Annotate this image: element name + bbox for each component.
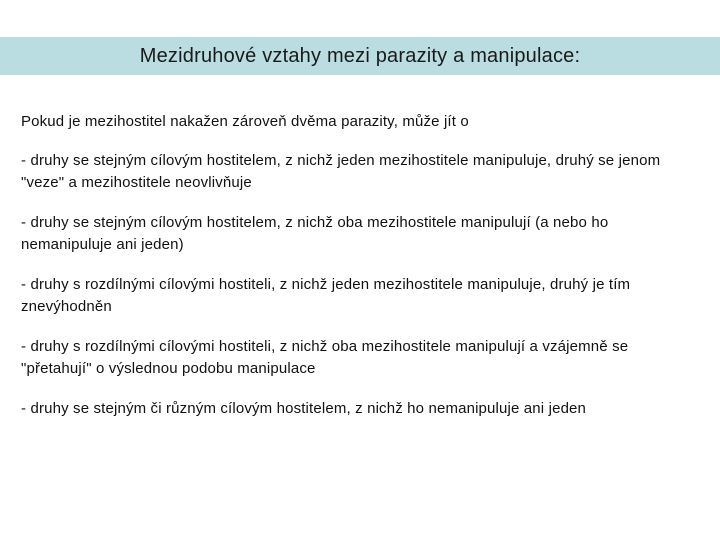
intro-text: Pokud je mezihostitel nakažen zároveň dvěma parazity, může jít o bbox=[21, 113, 469, 130]
title-bar bbox=[0, 37, 720, 75]
item-list bbox=[21, 150, 701, 420]
list-item: - druhy s rozdílnými cílovými hostiteli, z nichž jeden mezihostitele manipuluje, druhý je tím znevýhodněn bbox=[21, 276, 631, 315]
slide-content bbox=[21, 111, 701, 438]
list-item: - druhy se stejným cílovým hostitelem, z nichž oba mezihostitele manipulují (a nebo ho nemanipuluje ani jeden) bbox=[21, 214, 609, 253]
list-item: - druhy s rozdílnými cílovými hostiteli, z nichž oba mezihostitele manipulují a vzájemně se "přetahují" o výslednou podobu manipulace bbox=[21, 338, 629, 377]
slide-title: Mezidruhové vztahy mezi parazity a manipulace: bbox=[139, 45, 581, 67]
list-item: - druhy se stejným cílovým hostitelem, z nichž jeden mezihostitele manipuluje, druhý se jenom "veze" a mezihostitele neovlivňuje bbox=[21, 152, 661, 191]
list-item: - druhy se stejným či různým cílovým hostitelem, z nichž ho nemanipuluje ani jeden bbox=[21, 400, 587, 417]
